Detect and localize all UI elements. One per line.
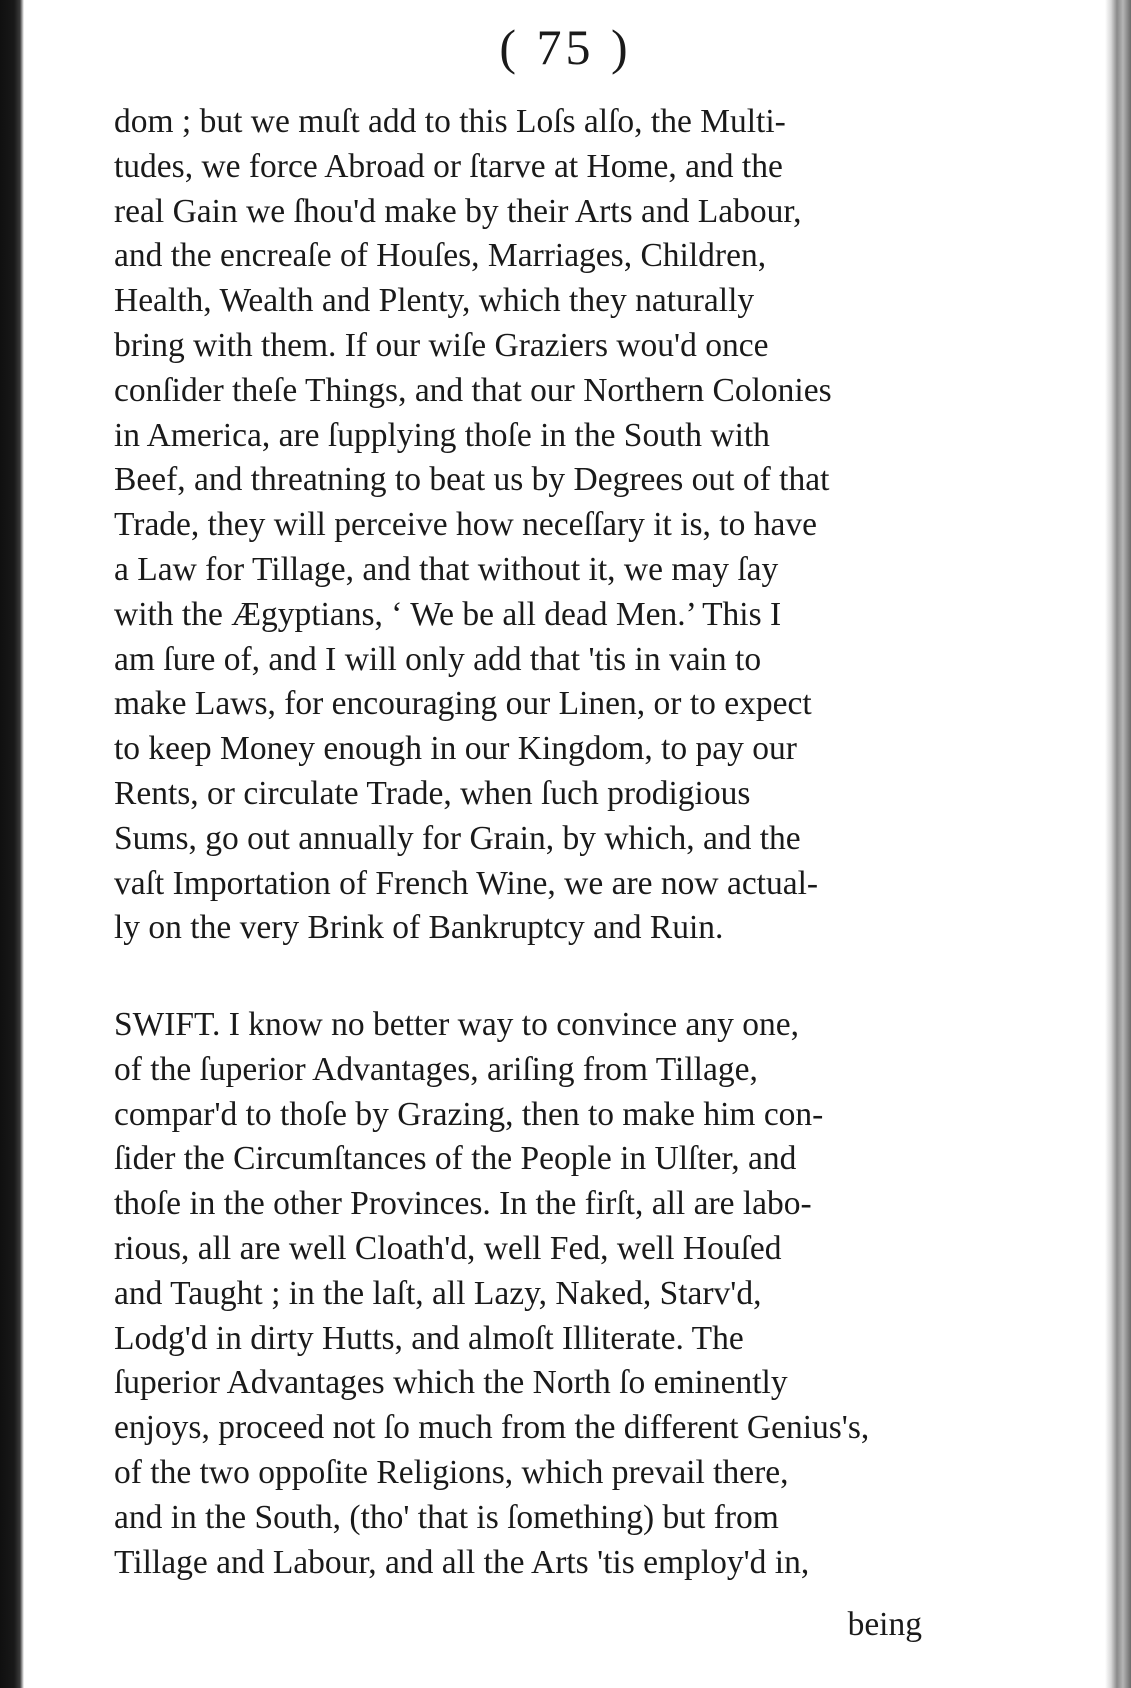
text-line: dom ; but we muſt add to this Loſs alſo, the Multi- <box>114 103 786 140</box>
text-line: real Gain we ſhou'd make by their Arts and Labour, <box>114 192 802 230</box>
page-number: ( 75 ) <box>499 19 632 75</box>
text-line: Sums, go out annually for Grain, by which, and the <box>114 819 801 857</box>
text-line: bring with them. If our wiſe Graziers wou'd once <box>114 326 769 364</box>
text-line: Beef, and threatning to beat us by Degrees out of that <box>114 461 830 499</box>
text-line: Tillage and Labour, and all the Arts 'tis employ'd in, <box>114 1543 810 1581</box>
text-line: ſuperior Advantages which the North ſo eminently <box>114 1364 788 1402</box>
text-line: and in the South, (tho' that is ſomething) but from <box>114 1498 779 1536</box>
text-line: conſider theſe Things, and that our Northern Colonies <box>114 371 832 409</box>
text-line: to keep Money enough in our Kingdom, to pay our <box>114 730 797 768</box>
text-line: thoſe in the other Provinces. In the firſt, all are labo- <box>114 1185 812 1223</box>
paragraph-2 <box>114 1003 922 1585</box>
page-left-edge-shadow <box>0 0 24 1688</box>
text-line: and the encreaſe of Houſes, Marriages, Children, <box>114 237 767 275</box>
text-line: Rents, or circulate Trade, when ſuch prodigious <box>114 774 751 812</box>
text-line: with the Ægyptians, ‘ We be all dead Men.’ This I <box>114 595 782 633</box>
text-line: Health, Wealth and Plenty, which they naturally <box>114 282 755 320</box>
text-line: in America, are ſupplying thoſe in the South with <box>114 416 770 454</box>
text-line: vaſt Importation of French Wine, we are now actual- <box>114 864 819 902</box>
catchword: being <box>847 1606 922 1643</box>
page-right-edge-shadow <box>1105 0 1131 1688</box>
text-line: tudes, we force Abroad or ſtarve at Home, and the <box>114 147 783 185</box>
text-line: rious, all are well Cloath'd, well Fed, well Houſed <box>114 1229 782 1267</box>
text-line: of the two oppoſite Religions, which prevail there, <box>114 1453 789 1491</box>
text-line: Lodg'd in dirty Hutts, and almoſt Illiterate. The <box>114 1319 744 1357</box>
text-line: ly on the very Brink of Bankruptcy and Ruin. <box>114 909 724 947</box>
text-line: ſider the Circumſtances of the People in Ulſter, and <box>114 1140 797 1178</box>
text-line: enjoys, proceed not ſo much from the different Genius's, <box>114 1409 870 1447</box>
text-line: make Laws, for encouraging our Linen, or to expect <box>114 685 812 723</box>
text-line: and Taught ; in the laſt, all Lazy, Naked, Starv'd, <box>114 1274 762 1312</box>
text-line: Trade, they will perceive how neceſſary it is, to have <box>114 506 817 544</box>
paragraph-1 <box>114 100 922 951</box>
text-line: SWIFT. I know no better way to convince any one, <box>114 1006 800 1043</box>
text-line: a Law for Tillage, and that without it, we may ſay <box>114 550 779 588</box>
text-line: am ſure of, and I will only add that 'tis in vain to <box>114 640 762 678</box>
text-line: of the ſuperior Advantages, ariſing from Tillage, <box>114 1050 758 1088</box>
text-line: compar'd to thoſe by Grazing, then to make him con- <box>114 1095 824 1133</box>
